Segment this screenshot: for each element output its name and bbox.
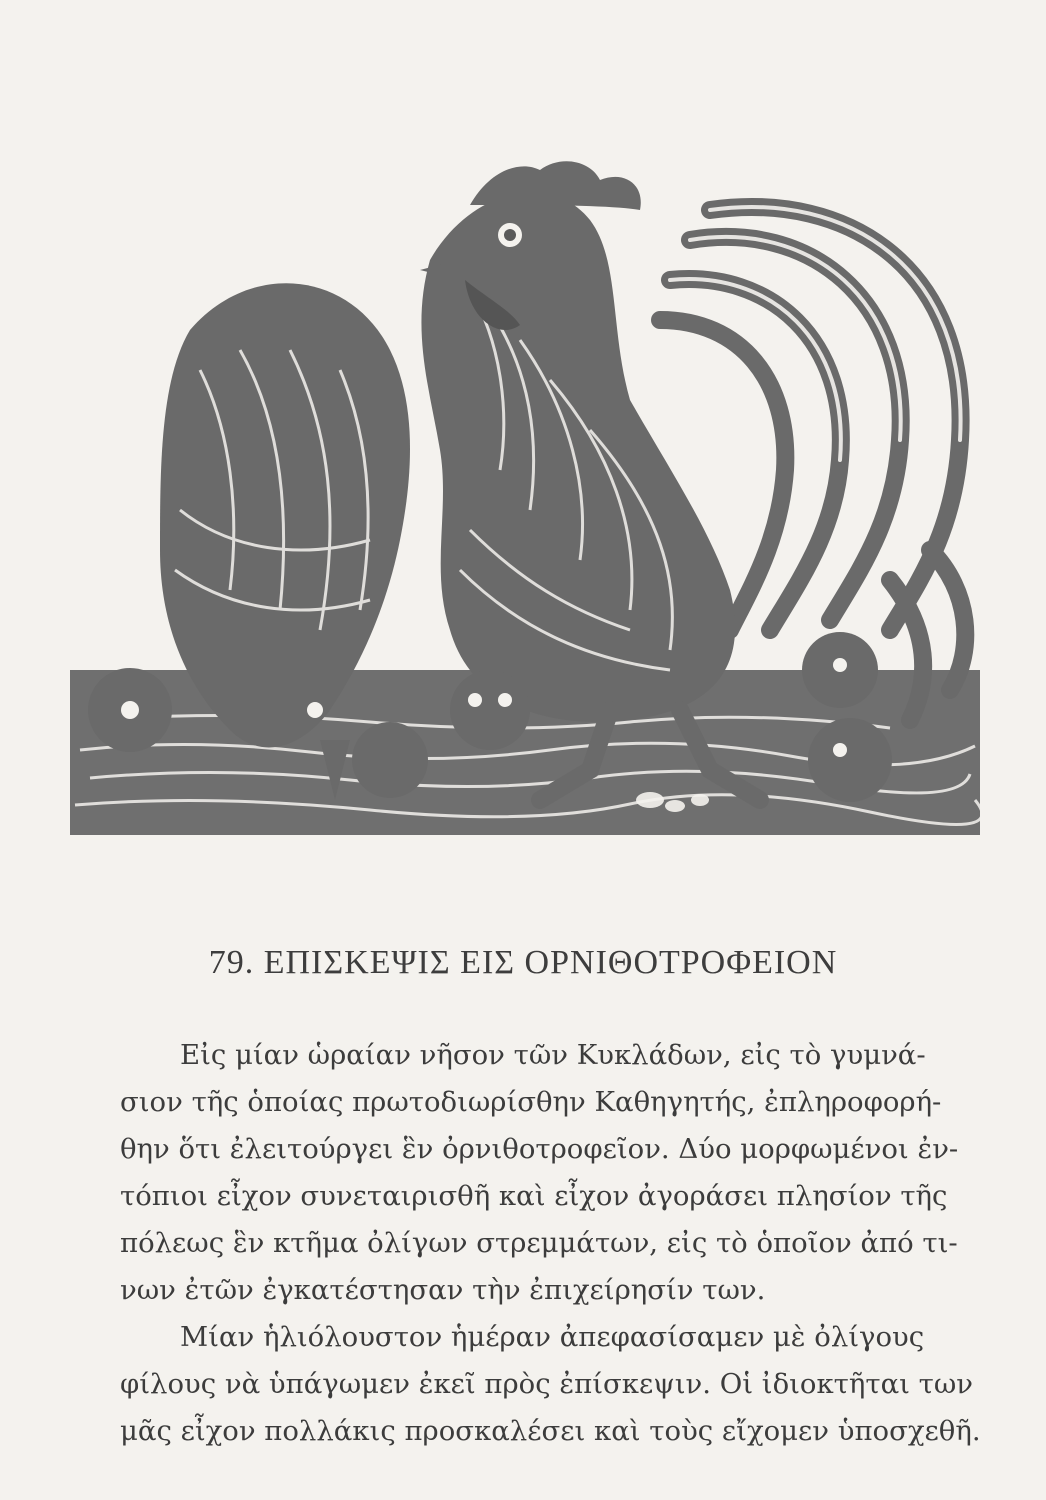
text-line: νων ἐτῶν ἐγκατέστησαν τὴν ἐπιχείρησίν των. (120, 1274, 766, 1306)
text-line: Εἰς μίαν ὡραίαν νῆσον τῶν Κυκλάδων, εἰς τὸ γυμνά- (180, 1039, 926, 1071)
chick-left (88, 668, 172, 752)
text-line: Μίαν ἡλιόλουστον ἡμέραν ἀπεφασίσαμεν μὲ ὀλίγους (180, 1321, 925, 1353)
text-line: φίλους νὰ ὑπάγωμεν ἐκεῖ πρὸς ἐπίσκεψιν. Οἱ ἰδιοκτῆται των (120, 1368, 974, 1400)
text-line: σιον τῆς ὁποίας πρωτοδιωρίσθην Καθηγητής, ἐπληροφορή- (120, 1086, 942, 1118)
text-line: τόπιοι εἶχον συνεταιρισθῆ καὶ εἶχον ἀγοράσει πλησίον τῆς (120, 1180, 948, 1212)
text-line: μᾶς εἶχον πολλάκις προσκαλέσει καὶ τοὺς εἴχομεν ὑποσχεθῆ. (120, 1415, 981, 1447)
body-text (120, 1032, 981, 1455)
hen-eye (307, 702, 323, 718)
chapter-number: 79. (208, 944, 255, 981)
chapter-heading (0, 944, 1046, 982)
text-line: πόλεως ἓν κτῆμα ὀλίγων στρεμμάτων, εἰς τὸ ὁποῖον ἀπό τι- (120, 1227, 958, 1259)
rooster-hen-chicks-woodcut-icon (70, 110, 980, 835)
paragraph-1 (120, 1032, 959, 1314)
chapter-title: ΕΠΙΣΚΕΨΙΣ ΕΙΣ ΟΡΝΙΘΟΤΡΟΦΕΙΟΝ (263, 944, 838, 981)
text-line: θην ὅτι ἐλειτούργει ἓν ὀρνιθοτροφεῖον. Δύο μορφωμένοι ἐν- (120, 1133, 959, 1165)
rooster-comb (470, 161, 641, 210)
paragraph-2 (120, 1314, 981, 1455)
